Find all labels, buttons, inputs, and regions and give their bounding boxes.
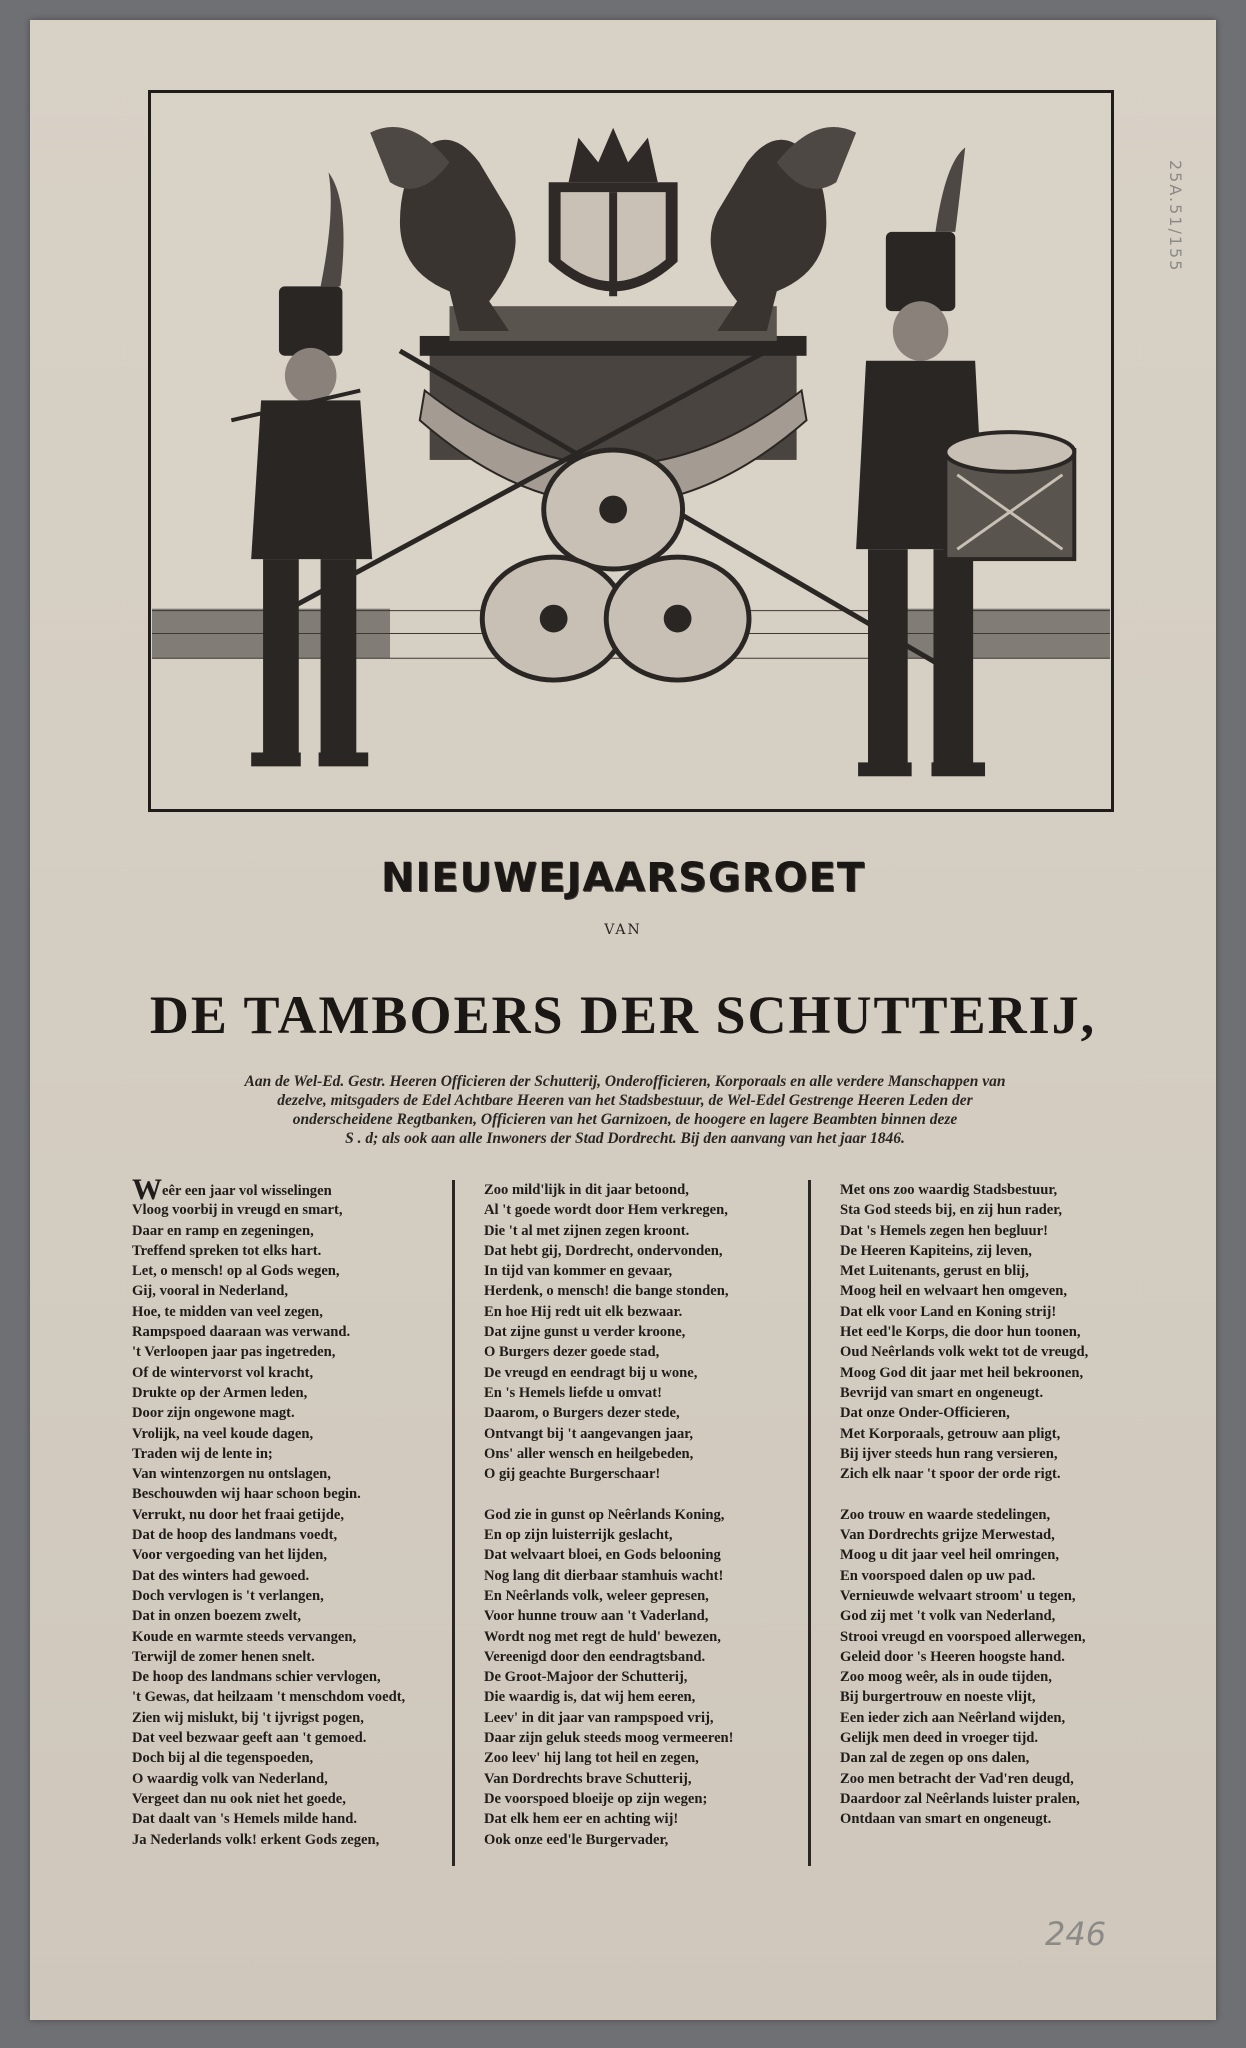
poem-line: Beschouwden wij haar schoon begin. bbox=[132, 1486, 361, 1503]
poster-connector: VAN bbox=[604, 922, 642, 938]
poem-line: Al 't goede wordt door Hem verkregen, bbox=[484, 1202, 728, 1219]
poem-line: De Heeren Kapiteins, zij leven, bbox=[840, 1242, 1032, 1259]
poem-line: Die waardig is, dat wij hem eeren, bbox=[484, 1689, 696, 1706]
poster-subtitle: DE TAMBOERS DER SCHUTTERIJ, bbox=[149, 985, 1097, 1045]
poem-line: God zie in gunst op Neêrlands Koning, bbox=[484, 1506, 725, 1523]
poem-line: Vereenigd door den eendragtsband. bbox=[484, 1648, 706, 1665]
poem-line: Daar en ramp en zegeningen, bbox=[132, 1222, 314, 1239]
poem-line: Moog heil en welvaart hen omgeven, bbox=[840, 1283, 1067, 1300]
poem-line: Nog lang dit dierbaar stamhuis wacht! bbox=[484, 1567, 724, 1584]
poem-line: Sta God steeds bij, en zij hun rader, bbox=[840, 1202, 1063, 1219]
poem-line: De vreugd en eendragt bij u wone, bbox=[484, 1364, 698, 1381]
poem-line: En voorspoed dalen op uw pad. bbox=[840, 1567, 1036, 1584]
initial-letter: W bbox=[132, 1173, 162, 1206]
poem-line: Dat 's Hemels zegen hen begluur! bbox=[840, 1222, 1048, 1239]
poem-line: Dat elk voor Land en Koning strij! bbox=[840, 1303, 1057, 1320]
poem-line: Dat des winters had gewoed. bbox=[132, 1567, 310, 1584]
dedication-text bbox=[160, 1072, 1090, 1148]
poem-line: Geleid door 's Heeren hoogste hand. bbox=[840, 1648, 1065, 1665]
poem-line: Bij ijver steeds hun rang versieren, bbox=[840, 1445, 1058, 1462]
poem-line: Met Korporaals, getrouw aan pligt, bbox=[840, 1425, 1061, 1442]
poem-line: Zoo trouw en waarde stedelingen, bbox=[840, 1506, 1051, 1523]
poem-line: Gelijk men deed in vroeger tijd. bbox=[840, 1730, 1039, 1747]
poem-line: 't Gewas, dat heilzaam 't menschdom voedt, bbox=[132, 1689, 406, 1706]
poem-line: Wordt nog met regt de huld' bewezen, bbox=[484, 1628, 721, 1645]
poem-line: Ontdaan van smart en ongeneugt. bbox=[840, 1811, 1052, 1828]
poem-line: Daarom, o Burgers dezer stede, bbox=[484, 1405, 680, 1422]
poem-line: En 's Hemels liefde u omvat! bbox=[484, 1384, 662, 1401]
poem-line: Ons' aller wensch en heilgebeden, bbox=[484, 1445, 694, 1462]
archive-pencil-note: 25A.51/155 bbox=[1166, 160, 1185, 273]
poem-line: Vloog voorbij in vreugd en smart, bbox=[132, 1202, 343, 1219]
poem-line: Doch vervlogen is 't verlangen, bbox=[132, 1587, 324, 1604]
poem-line: Die 't al met zijnen zegen kroont. bbox=[484, 1222, 690, 1239]
poem-line: Dat welvaart bloei, en Gods belooning bbox=[484, 1547, 721, 1564]
poem-line: Zich elk naar 't spoor der orde rigt. bbox=[840, 1466, 1061, 1483]
poem-line: Dat zijne gunst u verder kroone, bbox=[484, 1324, 686, 1341]
poem-line: De hoop des landmans schier vervlogen, bbox=[132, 1669, 381, 1686]
poem-line: Van Dordrechts brave Schutterij, bbox=[484, 1770, 692, 1787]
archive-page-number: 246 bbox=[1045, 1915, 1107, 1953]
poem-line: Ja Nederlands volk! erkent Gods zegen, bbox=[132, 1831, 380, 1848]
poem-line: De voorspoed bloeije op zijn wegen; bbox=[484, 1790, 708, 1807]
poster-title: NIEUWEJAARSGROET bbox=[380, 855, 866, 901]
poem-line: Koude en warmte steeds vervangen, bbox=[132, 1628, 357, 1645]
poem-line: De Groot-Majoor der Schutterij, bbox=[484, 1669, 688, 1686]
poem-line: Gij, vooral in Nederland, bbox=[132, 1283, 289, 1300]
poem-line: Oud Neêrlands volk wekt tot de vreugd, bbox=[840, 1344, 1089, 1361]
poem-line: Vergeet dan nu ook niet het goede, bbox=[132, 1790, 346, 1807]
poem-line: Treffend spreken tot elks hart. bbox=[132, 1242, 322, 1259]
poem-line: En Neêrlands volk, weleer gepresen, bbox=[484, 1587, 709, 1604]
poem-line: Dat veel bezwaar geeft aan 't gemoed. bbox=[132, 1730, 367, 1747]
poem-line: Voor hunne trouw aan 't Vaderland, bbox=[484, 1608, 709, 1625]
poem-line: 't Verloopen jaar pas ingetreden, bbox=[132, 1344, 336, 1361]
poem-line: Let, o mensch! op al Gods wegen, bbox=[132, 1263, 340, 1280]
poem-line: En hoe Hij redt uit elk bezwaar. bbox=[484, 1303, 683, 1320]
poem-line bbox=[132, 1173, 405, 1206]
poem-line: Voor vergoeding van het lijden, bbox=[132, 1547, 327, 1564]
poem-line: Hoe, te midden van veel zegen, bbox=[132, 1303, 323, 1320]
poem-line: Zoo leev' hij lang tot heil en zegen, bbox=[484, 1750, 699, 1767]
stanza-break bbox=[840, 1484, 1088, 1504]
poem-line: Door zijn ongewone magt. bbox=[132, 1405, 295, 1422]
poem-line: En op zijn luisterrijk geslacht, bbox=[484, 1527, 673, 1544]
poem-line: Ontvangt bij 't aangevangen jaar, bbox=[484, 1425, 694, 1442]
poem-line: Zoo mild'lijk in dit jaar betoond, bbox=[484, 1182, 689, 1198]
poem-line: Zoo men betracht der Vad'ren deugd, bbox=[840, 1770, 1074, 1787]
poem-line: Zien wij mislukt, bij 't ijvrigst pogen, bbox=[132, 1709, 364, 1726]
poem-line: Of de wintervorst vol kracht, bbox=[132, 1364, 314, 1381]
poem-line: Dat de hoop des landmans voedt, bbox=[132, 1527, 338, 1544]
poem-column-2 bbox=[484, 1180, 734, 1850]
poem-line: Met ons zoo waardig Stadsbestuur, bbox=[840, 1182, 1058, 1198]
poem-line: Bevrijd van smart en ongeneugt. bbox=[840, 1384, 1044, 1401]
poem-column-3 bbox=[840, 1180, 1088, 1830]
poem-line: Verrukt, nu door het fraai getijde, bbox=[132, 1506, 345, 1523]
poem-line: Dan zal de zegen op ons dalen, bbox=[840, 1750, 1030, 1767]
stanza-break bbox=[484, 1484, 734, 1504]
poem-line: Dat hebt gij, Dordrecht, ondervonden, bbox=[484, 1242, 723, 1259]
dedication-line: Aan de Wel-Ed. Gestr. Heeren Officieren der Schutterij, Onderofficieren, Korporaals en alle verdere Manschappen van bbox=[244, 1073, 1006, 1090]
poem-line: Dat daalt van 's Hemels milde hand. bbox=[132, 1811, 358, 1828]
poem-line: Dat elk hem eer en achting wij! bbox=[484, 1811, 679, 1828]
poem-line: In tijd van kommer en gevaar, bbox=[484, 1263, 673, 1280]
poem-line: Terwijl de zomer henen snelt. bbox=[132, 1648, 315, 1665]
column-divider bbox=[808, 1180, 811, 1866]
poem-line: God zij met 't volk van Nederland, bbox=[840, 1608, 1056, 1625]
poem-column-1 bbox=[132, 1173, 406, 1850]
dedication-line: S . d; als ook aan alle Inwoners der Stad Dordrecht. Bij den aanvang van het jaar 1846. bbox=[345, 1130, 905, 1147]
poem-line: Dat in onzen boezem zwelt, bbox=[132, 1608, 302, 1625]
drummers-and-coat-of-arms-engraving bbox=[151, 93, 1111, 809]
poem-line: Drukte op der Armen leden, bbox=[132, 1384, 308, 1401]
poem-line: Moog God dit jaar met heil bekroonen, bbox=[840, 1364, 1084, 1381]
poem-line: Met Luitenants, gerust en blij, bbox=[840, 1263, 1029, 1280]
poem-line: Vernieuwde welvaart stroom' u tegen, bbox=[840, 1587, 1076, 1604]
poem-line: Van wintenzorgen nu ontslagen, bbox=[132, 1466, 331, 1483]
poem-line: Vrolijk, na veel koude dagen, bbox=[132, 1425, 314, 1442]
woodcut-illustration bbox=[148, 90, 1114, 812]
dedication-line: onderscheidene Regtbanken, Officieren van het Garnizoen, de hoogere en lagere Beambten binnen deze bbox=[292, 1111, 958, 1128]
poem-line: Traden wij de lente in; bbox=[132, 1445, 273, 1462]
poem-line: O gij geachte Burgerschaar! bbox=[484, 1466, 661, 1483]
poem-line: Leev' in dit jaar van rampspoed vrij, bbox=[484, 1709, 714, 1726]
poem-line: Daardoor zal Neêrlands luister pralen, bbox=[840, 1790, 1080, 1807]
poem-line: Rampspoed daaraan was verwand. bbox=[132, 1324, 351, 1341]
poem-line: O Burgers dezer goede stad, bbox=[484, 1344, 660, 1361]
poem-line: Strooi vreugd en voorspoed allerwegen, bbox=[840, 1628, 1086, 1645]
poem-line: Van Dordrechts grijze Merwestad, bbox=[840, 1527, 1055, 1544]
poem-line: Een ieder zich aan Neêrland wijden, bbox=[840, 1709, 1066, 1726]
poem-line: Bij burgertrouw en noeste vlijt, bbox=[840, 1689, 1036, 1706]
poem-line: O waardig volk van Nederland, bbox=[132, 1770, 328, 1787]
poem-line: Zoo moog weêr, als in oude tijden, bbox=[840, 1669, 1052, 1686]
poem-line: Ook onze eed'le Burgervader, bbox=[484, 1831, 669, 1848]
poem-line: Dat onze Onder-Officieren, bbox=[840, 1405, 1010, 1422]
poem-line: Het eed'le Korps, die door hun toonen, bbox=[840, 1324, 1081, 1341]
poem-line: Herdenk, o mensch! die bange stonden, bbox=[484, 1283, 729, 1300]
dedication-line: dezelve, mitsgaders de Edel Achtbare Heeren van het Stadsbestuur, de Wel-Edel Gestrenge Heeren Leden der bbox=[277, 1092, 973, 1109]
column-divider bbox=[452, 1180, 455, 1866]
poem-line: Daar zijn geluk steeds moog vermeeren! bbox=[484, 1730, 734, 1747]
poem-line: Moog u dit jaar veel heil omringen, bbox=[840, 1547, 1060, 1564]
poem-line: Doch bij al die tegenspoeden, bbox=[132, 1750, 314, 1767]
poem-line-text: eêr een jaar vol wisselingen bbox=[162, 1183, 332, 1199]
